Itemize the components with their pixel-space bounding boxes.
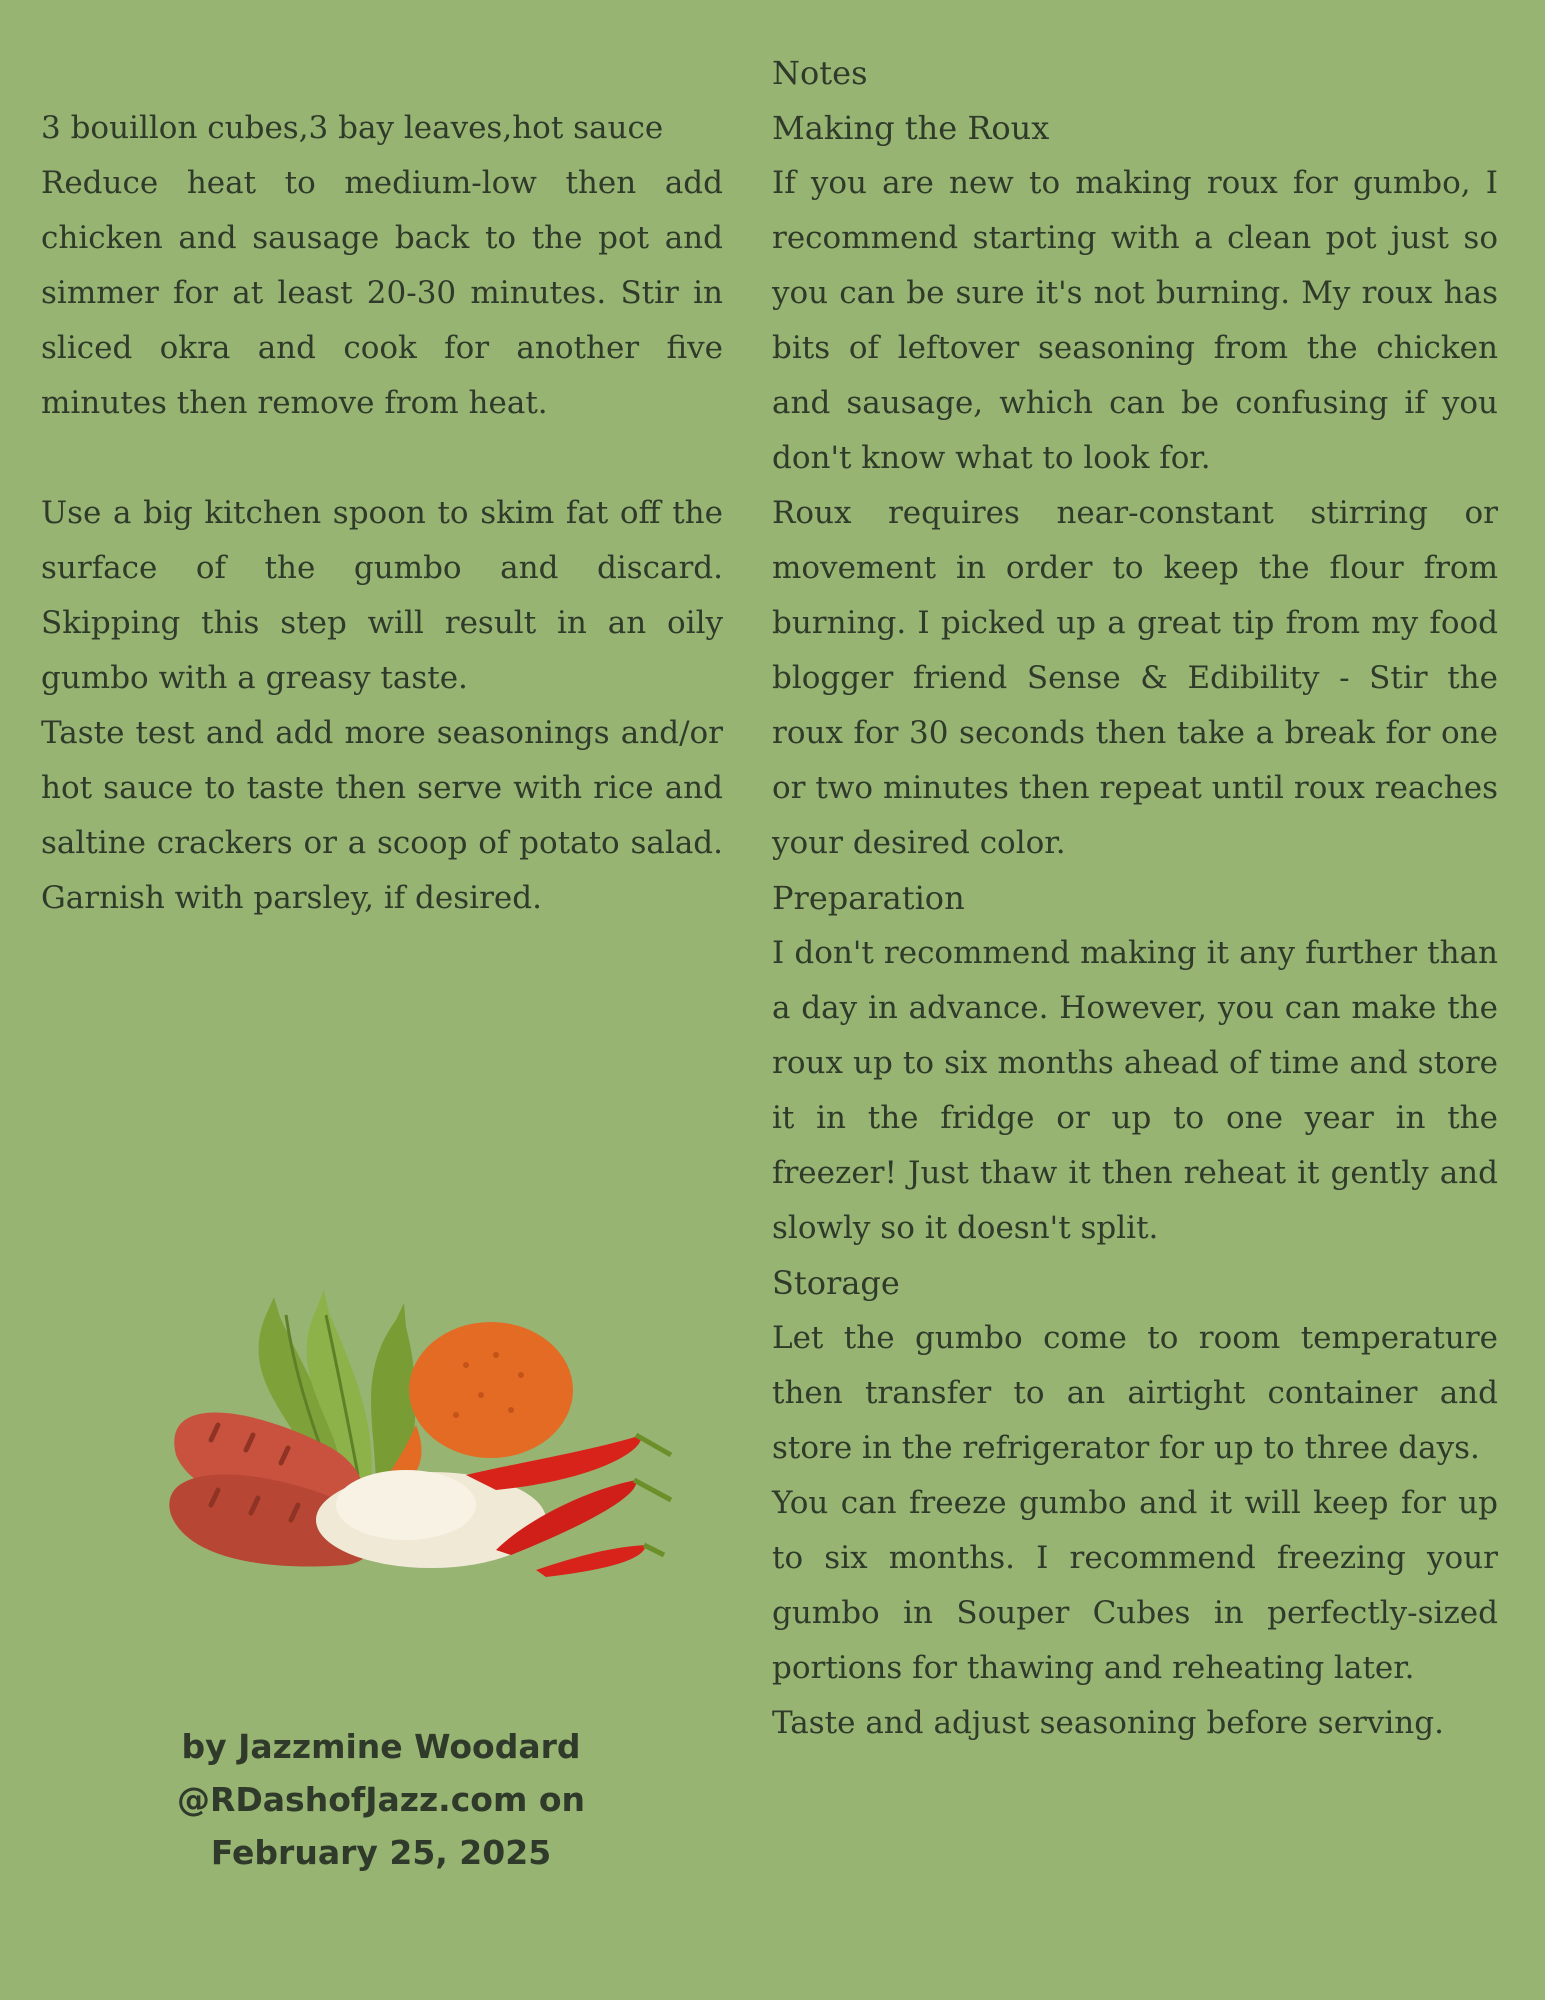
byline-author: by Jazzmine Woodard: [181, 1727, 581, 1766]
preparation-heading: Preparation: [772, 879, 965, 917]
byline: [81, 1720, 681, 1879]
storage-paragraph-1: Let the gumbo come to room temperature then transfer to an airtight container and store in the refrigerator for up to three days.: [772, 1320, 1498, 1466]
instructions-column: [41, 101, 723, 926]
storage-paragraph-2: You can freeze gumbo and it will keep for up to six months. I recommend freezing your gumbo in Souper Cubes in perfectly-sized portions for thawing and reheating later.: [772, 1485, 1498, 1686]
step-skim: Use a big kitchen spoon to skim fat off the surface of the gumbo and discard. Skipping this step will result in an oily gumbo with a greasy taste.: [41, 495, 723, 696]
gumbo-ingredients-icon: [166, 1275, 711, 1585]
step-serve: Taste test and add more seasonings and/or hot sauce to taste then serve with rice and saltine crackers or a scoop of potato salad. Garnish with parsley, if desired.: [41, 715, 723, 916]
byline-site: @RDashofJazz.com on: [176, 1780, 585, 1819]
notes-title: Notes: [772, 54, 868, 92]
byline-date: February 25, 2025: [210, 1833, 552, 1872]
ingredients-line: 3 bouillon cubes,3 bay leaves,hot sauce: [41, 110, 664, 146]
storage-heading: Storage: [772, 1264, 900, 1302]
roux-heading: Making the Roux: [772, 109, 1050, 147]
step-simmer: Reduce heat to medium-low then add chicken and sausage back to the pot and simmer for at least 20-30 minutes. Stir in sliced okra and cook for another five minutes then remove from heat.: [41, 165, 723, 421]
preparation-paragraph: I don't recommend making it any further than a day in advance. However, you can make the roux up to six months ahead of time and store it in the fridge or up to one year in the freezer! Just thaw it then reheat it gently and slowly so it doesn't split.: [772, 935, 1498, 1246]
roux-paragraph-1: If you are new to making roux for gumbo, I recommend starting with a clean pot just so you can be sure it's not burning. My roux has bits of leftover seasoning from the chicken and sausage, which can be confusing if you don't know what to look for.: [772, 165, 1498, 476]
final-tip: Taste and adjust seasoning before serving.: [772, 1705, 1444, 1741]
notes-column: [772, 46, 1498, 1751]
roux-paragraph-2: Roux requires near-constant stirring or movement in order to keep the flour from burning. I picked up a great tip from my food blogger friend Sense & Edibility - Stir the roux for 30 seconds then take a break for one or two minutes then repeat until roux reaches your desired color.: [772, 495, 1498, 861]
